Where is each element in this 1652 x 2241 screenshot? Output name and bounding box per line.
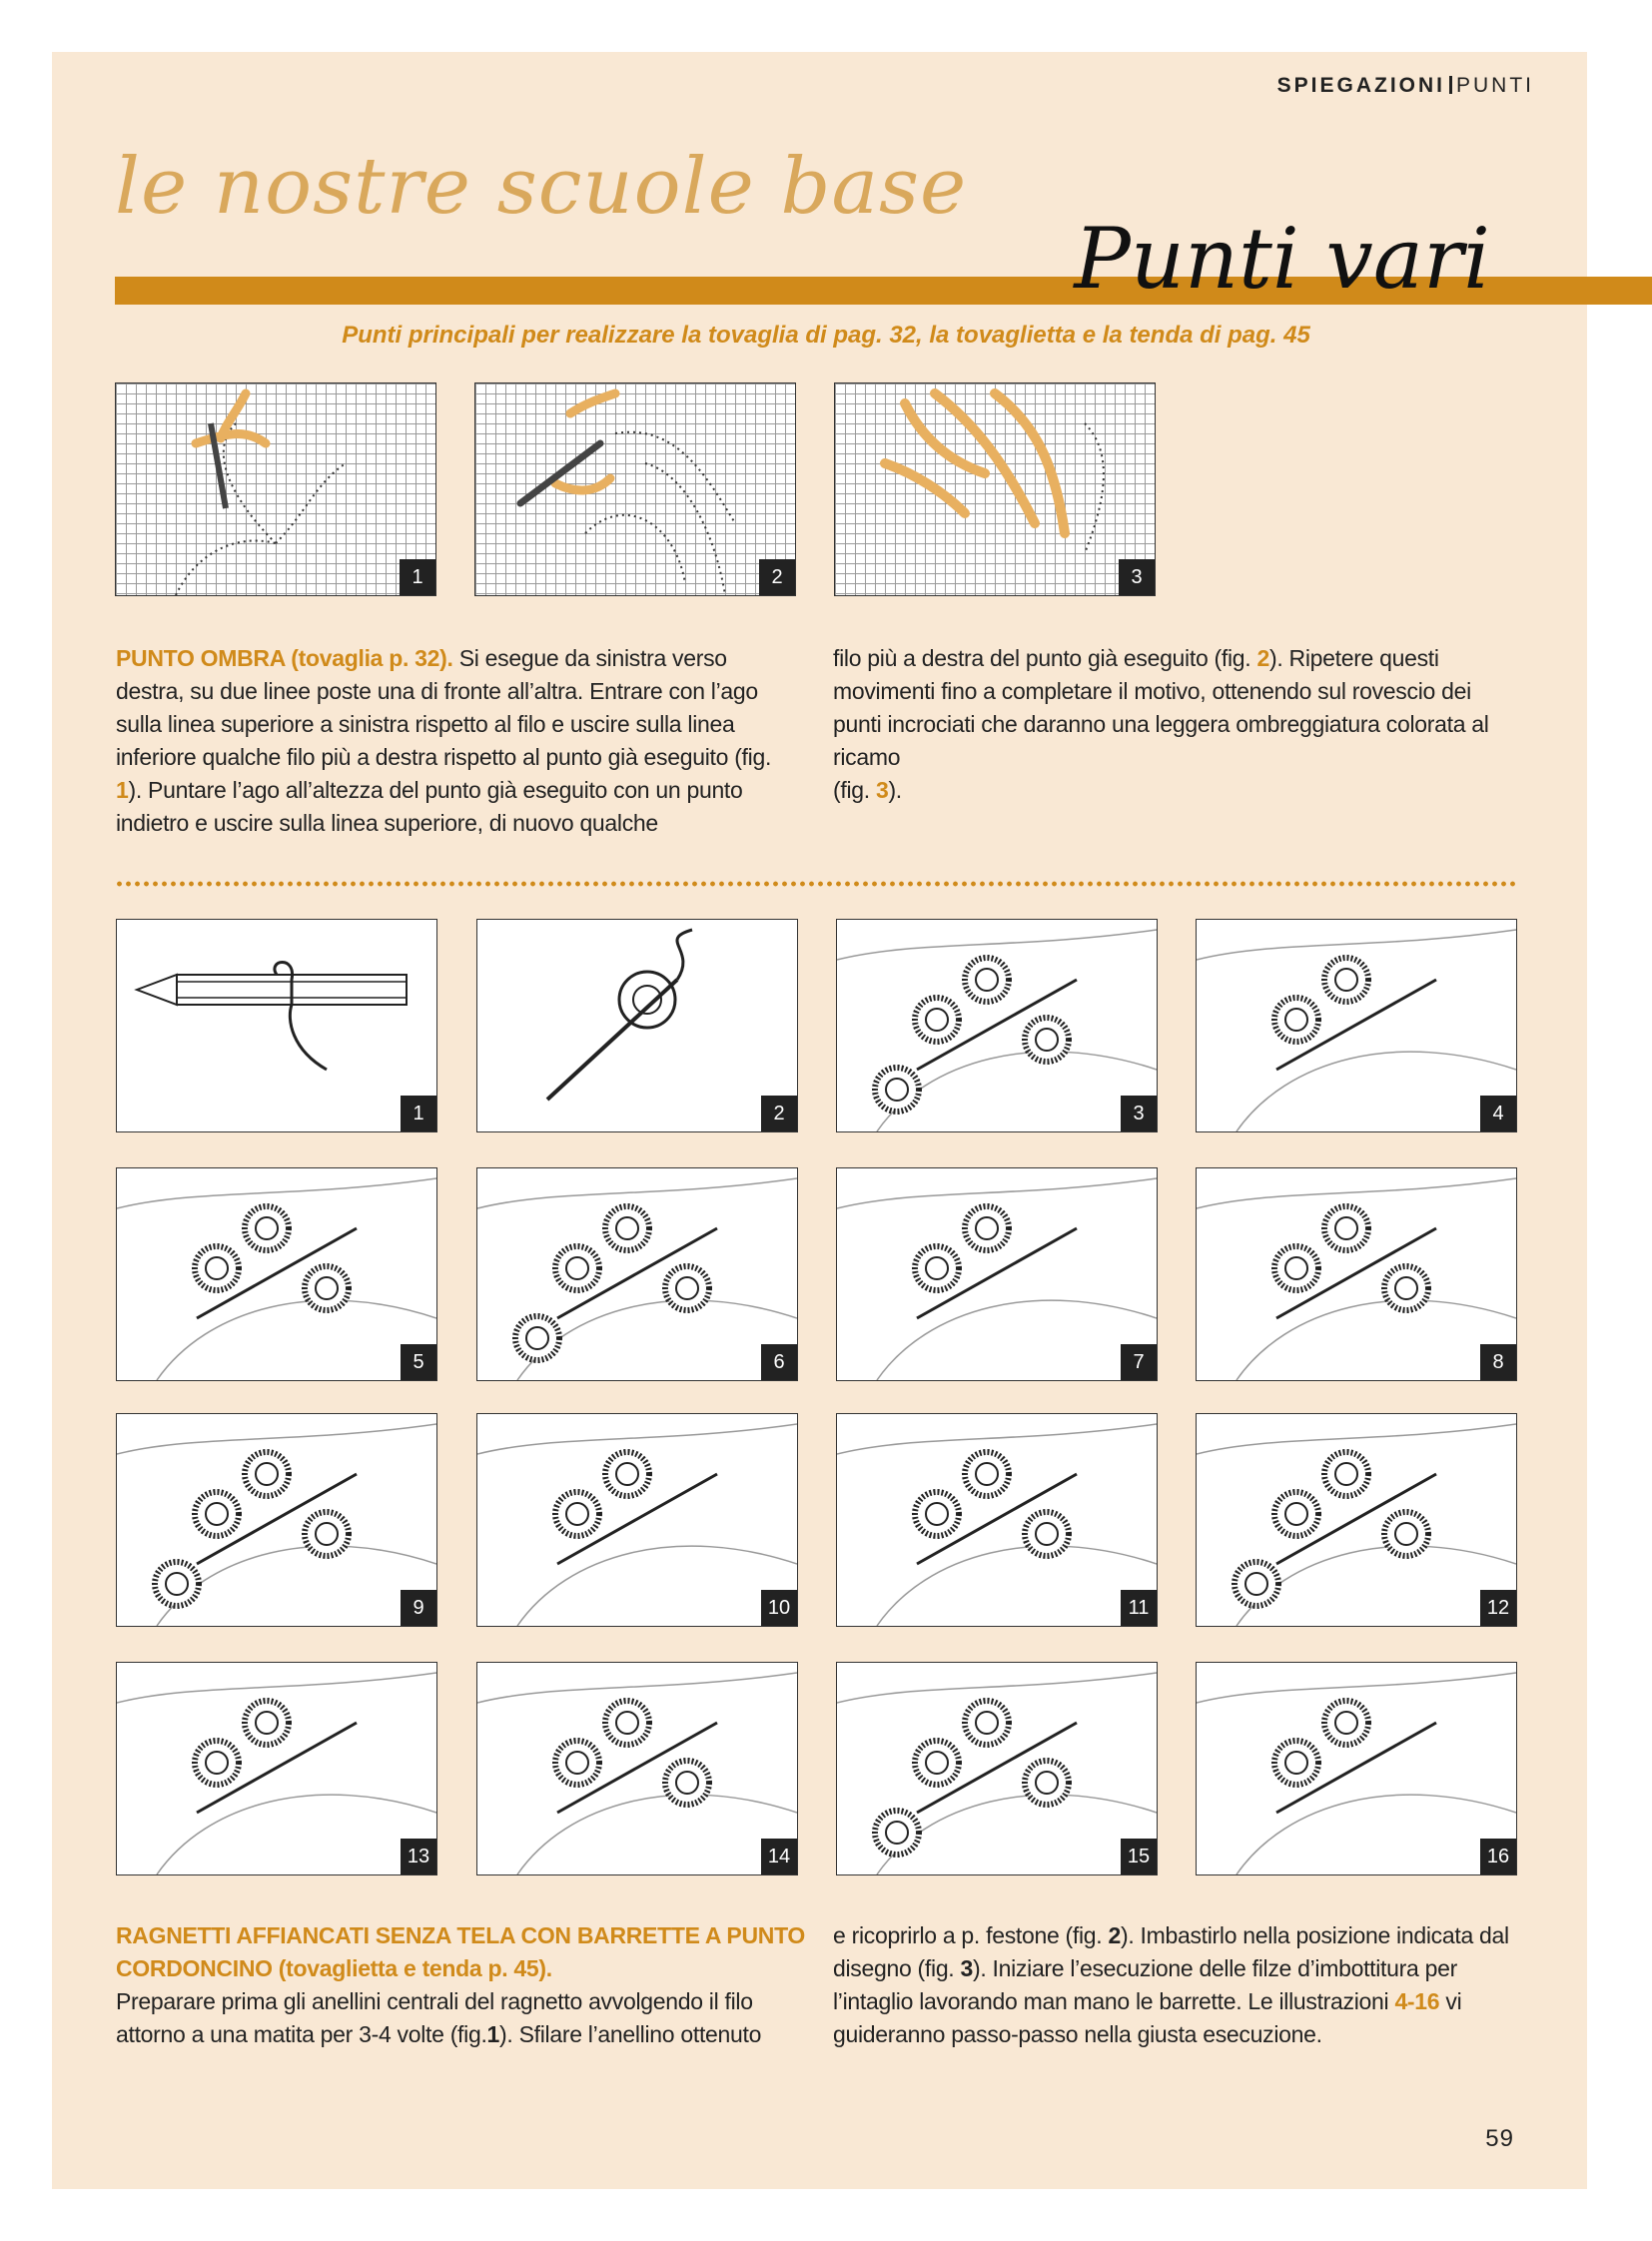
step-figure-5 <box>116 1167 437 1381</box>
step-figure-6 <box>476 1167 798 1381</box>
step-figure-14 <box>476 1662 798 1875</box>
ragnetti-heading: RAGNETTI AFFIANCATI SENZA TELA CON BARRETTE A PUNTO CORDONCINO (tovaglietta e tenda p. 45). <box>116 1922 806 1981</box>
grid-figure-1 <box>115 382 436 596</box>
step-figure-4 <box>1196 919 1517 1132</box>
step-figure-7 <box>836 1167 1158 1381</box>
ragnetti-col-1: RAGNETTI AFFIANCATI SENZA TELA CON BARRETTE A PUNTO CORDONCINO (tovaglietta e tenda p. 45). Preparare prima gli anellini centrali del ragnetto avvolgendo il filo attorno a una matita per 3-4 volte (fig.1). Sfilare l’anellino ottenuto <box>116 1922 806 2047</box>
grid-figure-2 <box>474 382 796 596</box>
step-figure-3 <box>836 919 1158 1132</box>
tagline: Punti principali per realizzare la tovaglia di pag. 32, la tovaglietta e la tenda di pag. 45 <box>342 322 1310 349</box>
step-figure-15 <box>836 1662 1158 1875</box>
figure-number: 8 <box>1480 1344 1516 1380</box>
punto-ombra-heading: PUNTO OMBRA (tovaglia p. 32). <box>116 645 453 671</box>
section-label: SPIEGAZIONI PUNTI <box>1276 74 1534 97</box>
punto-ombra-col-1: PUNTO OMBRA (tovaglia p. 32). Si esegue da sinistra verso destra, su due linee poste una di fronte all’altra. Entrare con l’ago sulla linea superiore a sinistra rispetto al filo e uscire sulla linea inferiore qualche filo più a destra rispetto al punto già eseguito (fig. 1). Puntare l’ago all’altezza del punto già eseguito con un punto indietro e uscire sulla linea superiore, di nuovo qualche <box>116 645 772 836</box>
step-figure-9 <box>116 1413 437 1627</box>
ragnetti-col-2: e ricoprirlo a p. festone (fig. 2). Imbastirlo nella posizione indicata dal disegno (fig. 3). Iniziare l’esecuzione delle filze d’imbottitura per l’intaglio lavorando man mano le barrette. Le illustrazioni 4-16 vi guideranno passo-passo nella giusta esecuzione. <box>833 1922 1509 2047</box>
page-number: 59 <box>1485 2125 1514 2152</box>
page-title: le nostre scuole base <box>115 142 968 232</box>
figure-number: 4 <box>1480 1096 1516 1131</box>
figure-number: 11 <box>1121 1590 1157 1626</box>
figure-number: 7 <box>1121 1344 1157 1380</box>
figure-number: 12 <box>1480 1590 1516 1626</box>
step-figure-12 <box>1196 1413 1517 1627</box>
figure-number: 10 <box>761 1590 797 1626</box>
figure-number: 3 <box>1121 1096 1157 1131</box>
step-figure-2 <box>476 919 798 1132</box>
figure-number: 5 <box>401 1344 436 1380</box>
figure-number: 3 <box>1119 559 1155 595</box>
figure-number: 14 <box>761 1839 797 1874</box>
figure-number: 2 <box>759 559 795 595</box>
grid-figure-3 <box>834 382 1156 596</box>
step-figure-8 <box>1196 1167 1517 1381</box>
figure-number: 16 <box>1480 1839 1516 1874</box>
step-figure-16 <box>1196 1662 1517 1875</box>
section-subtitle: Punti vari <box>1074 210 1490 308</box>
figure-number: 6 <box>761 1344 797 1380</box>
figure-number: 13 <box>401 1839 436 1874</box>
punto-ombra-col-2: filo più a destra del punto già eseguito (fig. 2). Ripetere questi movimenti fino a completare il motivo, ottenendo sul rovescio dei punti incrociati che daranno una leggera ombreggiatura colorata al ricamo (fig. 3). <box>833 645 1489 803</box>
step-figure-13 <box>116 1662 437 1875</box>
figure-number: 9 <box>401 1590 436 1626</box>
figure-number: 1 <box>401 1096 436 1131</box>
figure-number: 15 <box>1121 1839 1157 1874</box>
dotted-divider <box>115 881 1517 887</box>
step-figure-10 <box>476 1413 798 1627</box>
step-figure-11 <box>836 1413 1158 1627</box>
figure-number: 2 <box>761 1096 797 1131</box>
figure-number: 1 <box>400 559 435 595</box>
step-figure-1 <box>116 919 437 1132</box>
